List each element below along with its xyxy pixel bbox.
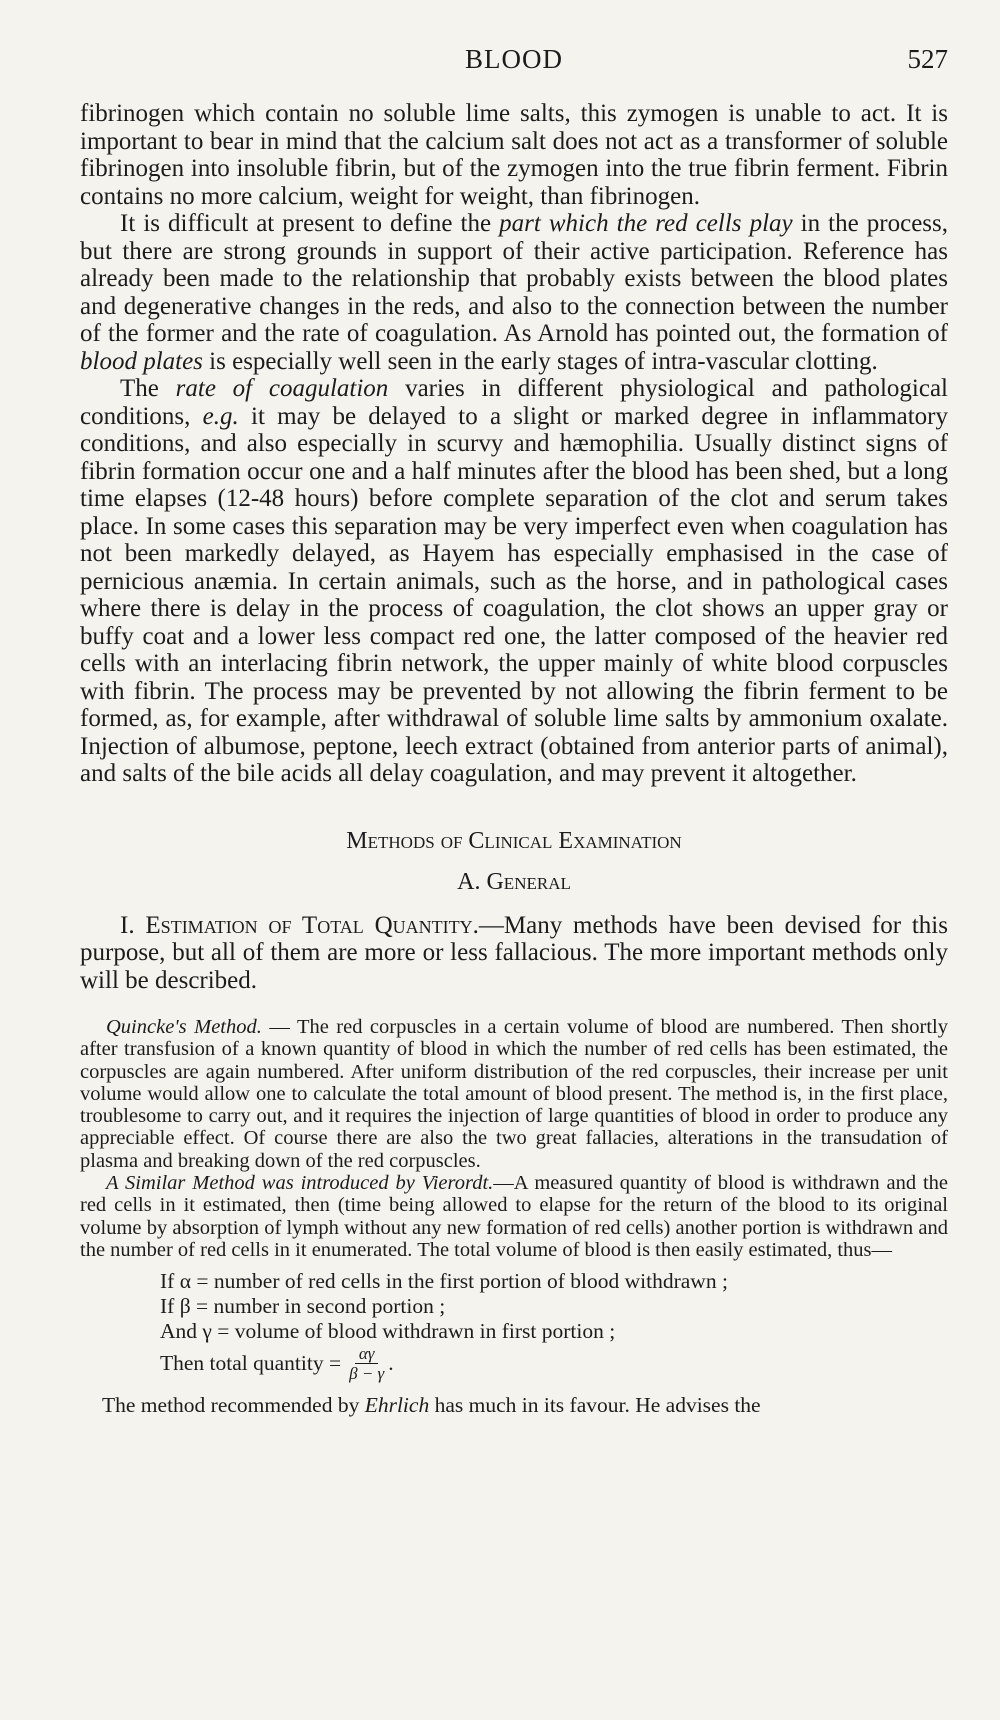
section-heading: Methods of Clinical Examination [346, 827, 682, 854]
paragraph-text: fibrinogen which contain no soluble lime salts, this zymogen is unable to act. It is important to bear in mind that the calcium salt does not act as a transformer of soluble fibrinogen into insoluble fibrin, but of the zymogen into the true fibrin ferment. Fibrin contains no more calcium, weight for weight, than fibrinogen. [80, 100, 948, 210]
italic-term: rate of coagulation [175, 375, 389, 402]
running-head: BLOOD [465, 44, 563, 74]
italic-term: Ehrlich [364, 1393, 430, 1418]
formula-line: And γ = volume of blood withdrawn in first portion ; [160, 1319, 616, 1344]
paragraph-text: —Many methods have been devised for this purpose, but all of them are more or less fallacious. The more important methods only will be described. [80, 911, 948, 994]
italic-term: blood plates [80, 347, 203, 375]
estimation-label: I. Estimation of Total Quantity. [120, 911, 479, 939]
paragraph-text: It is difficult at present to define the [120, 210, 500, 237]
paragraph [80, 912, 948, 995]
italic-term: e.g. [202, 402, 239, 430]
page-header [80, 44, 948, 84]
paragraph-text: in the process, but there are strong grounds in support of their active participation. Reference has already been made to the relationship that probably exists between the blood plates and degenerative changes in the reds, and also to the connection between the number of the former and the rate of coagulation. As Arnold has pointed out, the formation of [80, 210, 949, 347]
paragraph-text: The [120, 375, 176, 402]
paragraph-text: it may be delayed to a slight or marked degree in inflammatory conditions, and also especially in scurvy and hæmophilia. Usually distinct signs of fibrin formation occur one and a half minutes after the blood has been shed, but a long time elapses (12-48 hours) before complete separation of the clot and serum takes place. In some cases this separation may be very imperfect even when coagulation has not been markedly delayed, as Hayem has especially emphasised in the case of pernicious anæmia. In certain animals, such as the horse, and in pathological cases where there is delay in the process of coagulation, the clot shows an upper gray or buffy coat and a lower less compact red one, the latter composed of the heavier red cells with an interlacing fibrin network, the upper mainly of white blood corpuscles with fibrin. The process may be prevented by not allowing the fibrin ferment to be formed, as, for example, after withdrawal of soluble lime salts by ammonium oxalate. Injection of albumose, peptone, leech extract (obtained from anterior parts of animal), and salts of the bile acids all delay coagulation, and may prevent it altogether. [80, 402, 949, 787]
paragraph-text: The method recommended by [102, 1393, 365, 1418]
paragraph [80, 100, 948, 210]
page-body [80, 100, 948, 1417]
fraction [345, 1344, 388, 1383]
formula-line: If α = number of red cells in the first portion of blood withdrawn ; [160, 1269, 728, 1294]
paragraph [80, 1016, 948, 1172]
estimation-section [80, 912, 948, 995]
page-number: 527 [907, 44, 948, 74]
paragraph-text: —A measured quantity of blood is withdrawn and the red cells in it estimated, then (time being allowed to elapse for the return of the blood to its original volume by absorption of lymph without any new formation of red cells) another portion is withdrawn and the number of red cells in it enumerated. The total volume of blood is then easily estimated, thus— [80, 1172, 948, 1261]
fraction-numerator: αγ [355, 1344, 379, 1364]
paragraph-text: — The red corpuscles in a certain volume of blood are numbered. Then shortly after transfusion of a known quantity of blood in which the number of red cells has been estimated, the corpuscles are again numbered. After uniform distribution of the red corpuscles, their increase per unit volume would allow one to calculate the total amount of blood present. The method is, in the first place, troublesome to carry out, and it requires the injection of large quantities of blood in order to produce any appreciable effect. Of course there are also the two great fallacies, alterations in the transudation of plasma and breaking down of the red corpuscles. [80, 1016, 948, 1172]
formula-result [160, 1344, 948, 1383]
fraction-denominator: β − γ [349, 1364, 385, 1384]
subsection-heading: A. General [457, 868, 571, 895]
paragraph [80, 210, 948, 375]
paragraph-text: varies in different physiological and pathological conditions, [80, 375, 948, 430]
main-text [80, 100, 948, 788]
small-print [80, 1016, 948, 1261]
paragraph-text: is especially well seen in the early stages of intra-vascular clotting. [202, 347, 878, 375]
paragraph [80, 375, 948, 788]
method-label: Quincke's Method. [106, 1016, 262, 1038]
italic-term: part which the red cells play [499, 210, 793, 237]
formula-period: . [388, 1351, 394, 1376]
closing-line [102, 1393, 948, 1417]
formula-line: If β = number in second portion ; [160, 1294, 446, 1319]
paragraph-text: has much in its favour. He advises the [429, 1393, 761, 1418]
method-label: A Similar Method was introduced by Vierordt. [106, 1172, 494, 1195]
formula-block [160, 1269, 948, 1383]
paragraph [80, 1172, 948, 1261]
formula-then: Then total quantity = [160, 1351, 342, 1376]
